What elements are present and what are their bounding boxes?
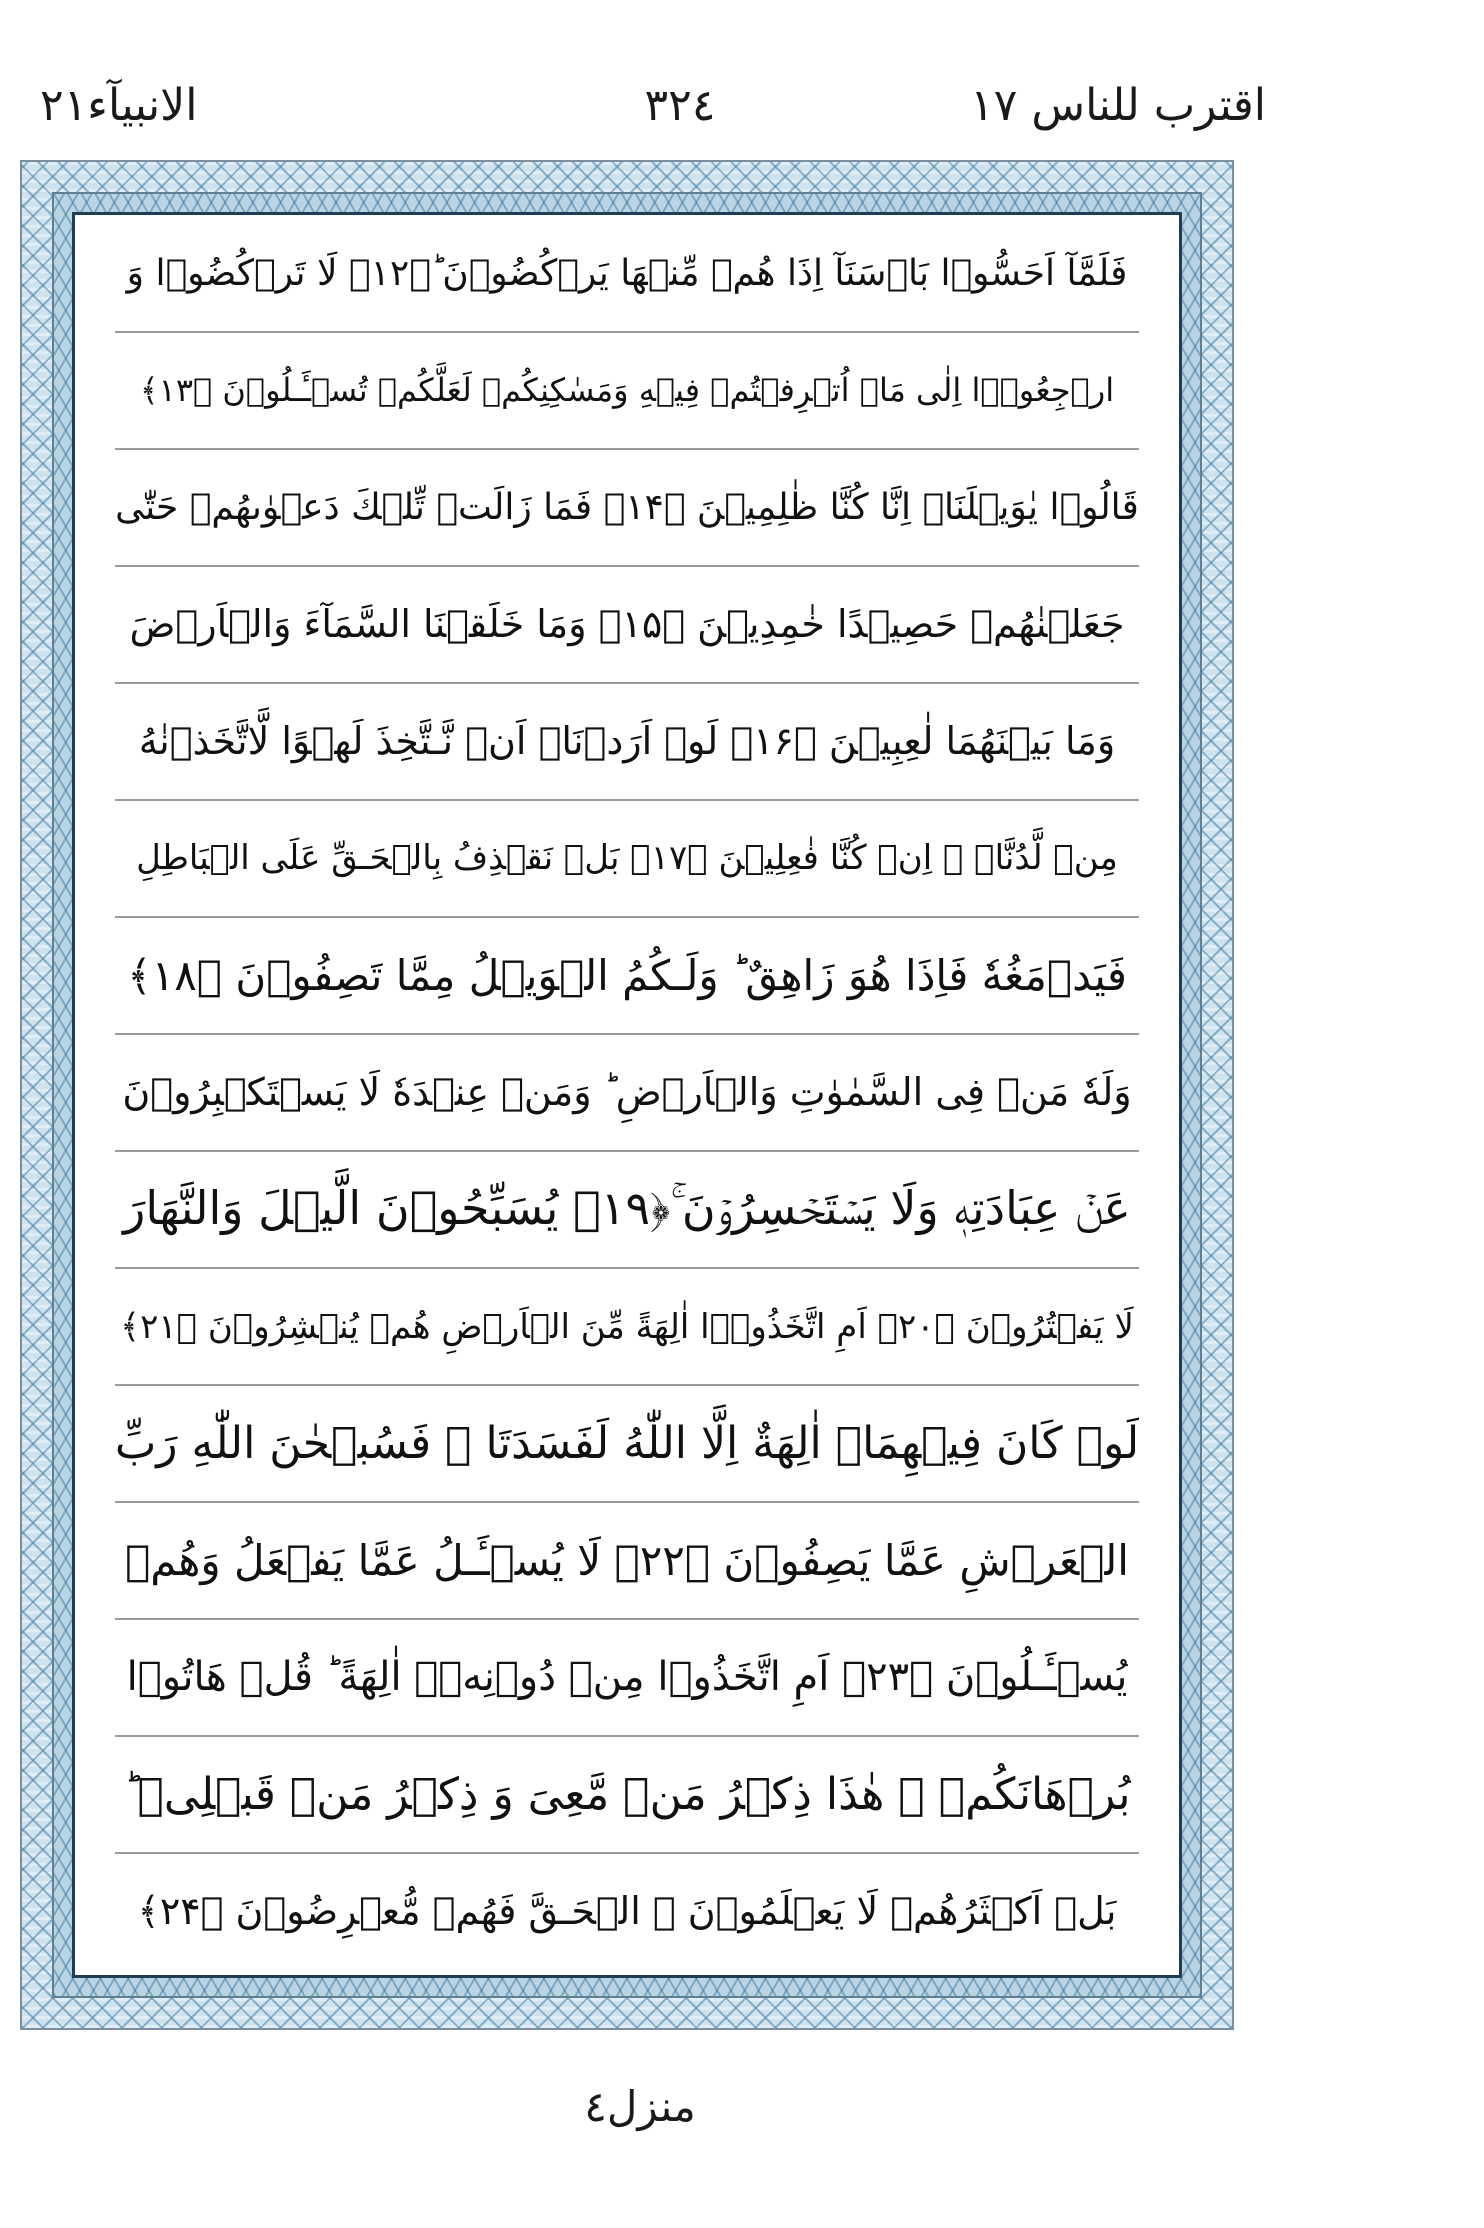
page-number: ٣٢٤	[644, 80, 716, 131]
verse-line-1: فَلَمَّآ اَحَسُّوۡا بَاۡسَنَآ اِذَا هُمۡ مِّنۡهَا يَرۡكُضُوۡنَ ؕ﴿۱۲﴾ لَا تَرۡكُضُوۡا وَ	[126, 252, 1128, 294]
verse-line-4: جَعَلۡنٰهُمۡ حَصِيۡدًا خٰمِدِيۡنَ ﴿۱۵﴾ وَمَا خَلَقۡنَا السَّمَآءَ وَالۡاَرۡضَ	[129, 602, 1125, 646]
verse-line-10: لَا يَفۡتُرُوۡنَ ﴿۲۰﴾ اَمِ اتَّخَذُوۡۤا اٰلِهَةً مِّنَ الۡاَرۡضِ هُمۡ يُنۡشِرُوۡنَ ﴿۲۱﴾	[120, 1306, 1134, 1347]
manzil-label: منزل٤	[584, 2082, 696, 2131]
verse-line-9: عَنۡ عِبَادَتِهٖ وَلَا يَسۡتَحۡسِرُوۡنَ ۚ﴿۱۹﴾ يُسَبِّحُوۡنَ الَّيۡلَ وَالنَّهَارَ	[123, 1181, 1131, 1235]
verse-line-6: مِنۡ لَّدُنَّاۤ ۖ اِنۡ كُنَّا فٰعِلِيۡنَ ﴿۱۷﴾ بَلۡ نَقۡذِفُ بِالۡحَـقِّ عَلَى الۡبَاطِلِ	[136, 838, 1118, 878]
verse-line-8: وَلَهٗ مَنۡ فِى السَّمٰوٰتِ وَالۡاَرۡضِ ؕ وَمَنۡ عِنۡدَهٗ لَا يَسۡتَكۡبِرُوۡنَ	[122, 1070, 1132, 1114]
verse-line-11: لَوۡ كَانَ فِيۡهِمَاۤ اٰلِهَةٌ اِلَّا اللّٰهُ لَفَسَدَتَا ۚ فَسُبۡحٰنَ اللّٰهِ رَبِّ	[115, 1417, 1139, 1469]
verse-line-15: بَلۡ اَكۡثَرُهُمۡ لَا يَعۡلَمُوۡنَ ۙ الۡحَـقَّ فَهُمۡ مُّعۡرِضُوۡنَ ﴿۲۴﴾	[137, 1889, 1117, 1933]
surah-title: الانبيآء٢١	[40, 80, 198, 131]
verse-line-14: بُرۡهَانَكُمۡ ۚ هٰذَا ذِكۡرُ مَنۡ مَّعِىَ وَ ذِكۡرُ مَنۡ قَبۡلِىۡ ؕ	[123, 1768, 1131, 1820]
verse-line-5: وَمَا بَيۡنَهُمَا لٰعِبِيۡنَ ﴿۱۶﴾ لَوۡ اَرَدۡنَاۤ اَنۡ نَّـتَّخِذَ لَهۡوًا لَّاتَّخَذۡنٰهُ	[138, 719, 1116, 763]
verse-line-13: يُسۡـَٔـلُوۡنَ ﴿۲۳﴾ اَمِ اتَّخَذُوۡا مِنۡ دُوۡنِهٖۤ اٰلِهَةً ؕ قُلۡ هَاتُوۡا	[126, 1654, 1128, 1700]
text-panel	[72, 212, 1182, 1978]
verse-line-3: قَالُوۡا يٰوَيۡلَنَاۤ اِنَّا كُنَّا ظٰلِمِيۡنَ ﴿۱۴﴾ فَمَا زَالَتۡ تِّلۡكَ دَعۡوٰٮهُمۡ حَتّٰى	[115, 486, 1139, 528]
juz-title: اقترب للناس ١٧	[970, 80, 1266, 131]
verse-line-2: ارۡجِعُوۡۤا اِلٰى مَاۤ اُتۡرِفۡتُمۡ فِيۡهِ وَمَسٰكِنِكُمۡ لَعَلَّكُمۡ تُسۡـَٔـلُوۡنَ ﴿۱۳﴾	[139, 371, 1115, 409]
verse-lines	[75, 215, 1179, 1975]
verse-line-7: فَيَدۡمَغُهٗ فَاِذَا هُوَ زَاهِقٌ ؕ وَلَـكُمُ الۡوَيۡلُ مِمَّا تَصِفُوۡنَ ﴿۱۸﴾	[127, 950, 1127, 1000]
verse-line-12: الۡعَرۡشِ عَمَّا يَصِفُوۡنَ ﴿۲۲﴾ لَا يُسۡـَٔـلُ عَمَّا يَفۡعَلُ وَهُمۡ	[125, 1535, 1129, 1585]
